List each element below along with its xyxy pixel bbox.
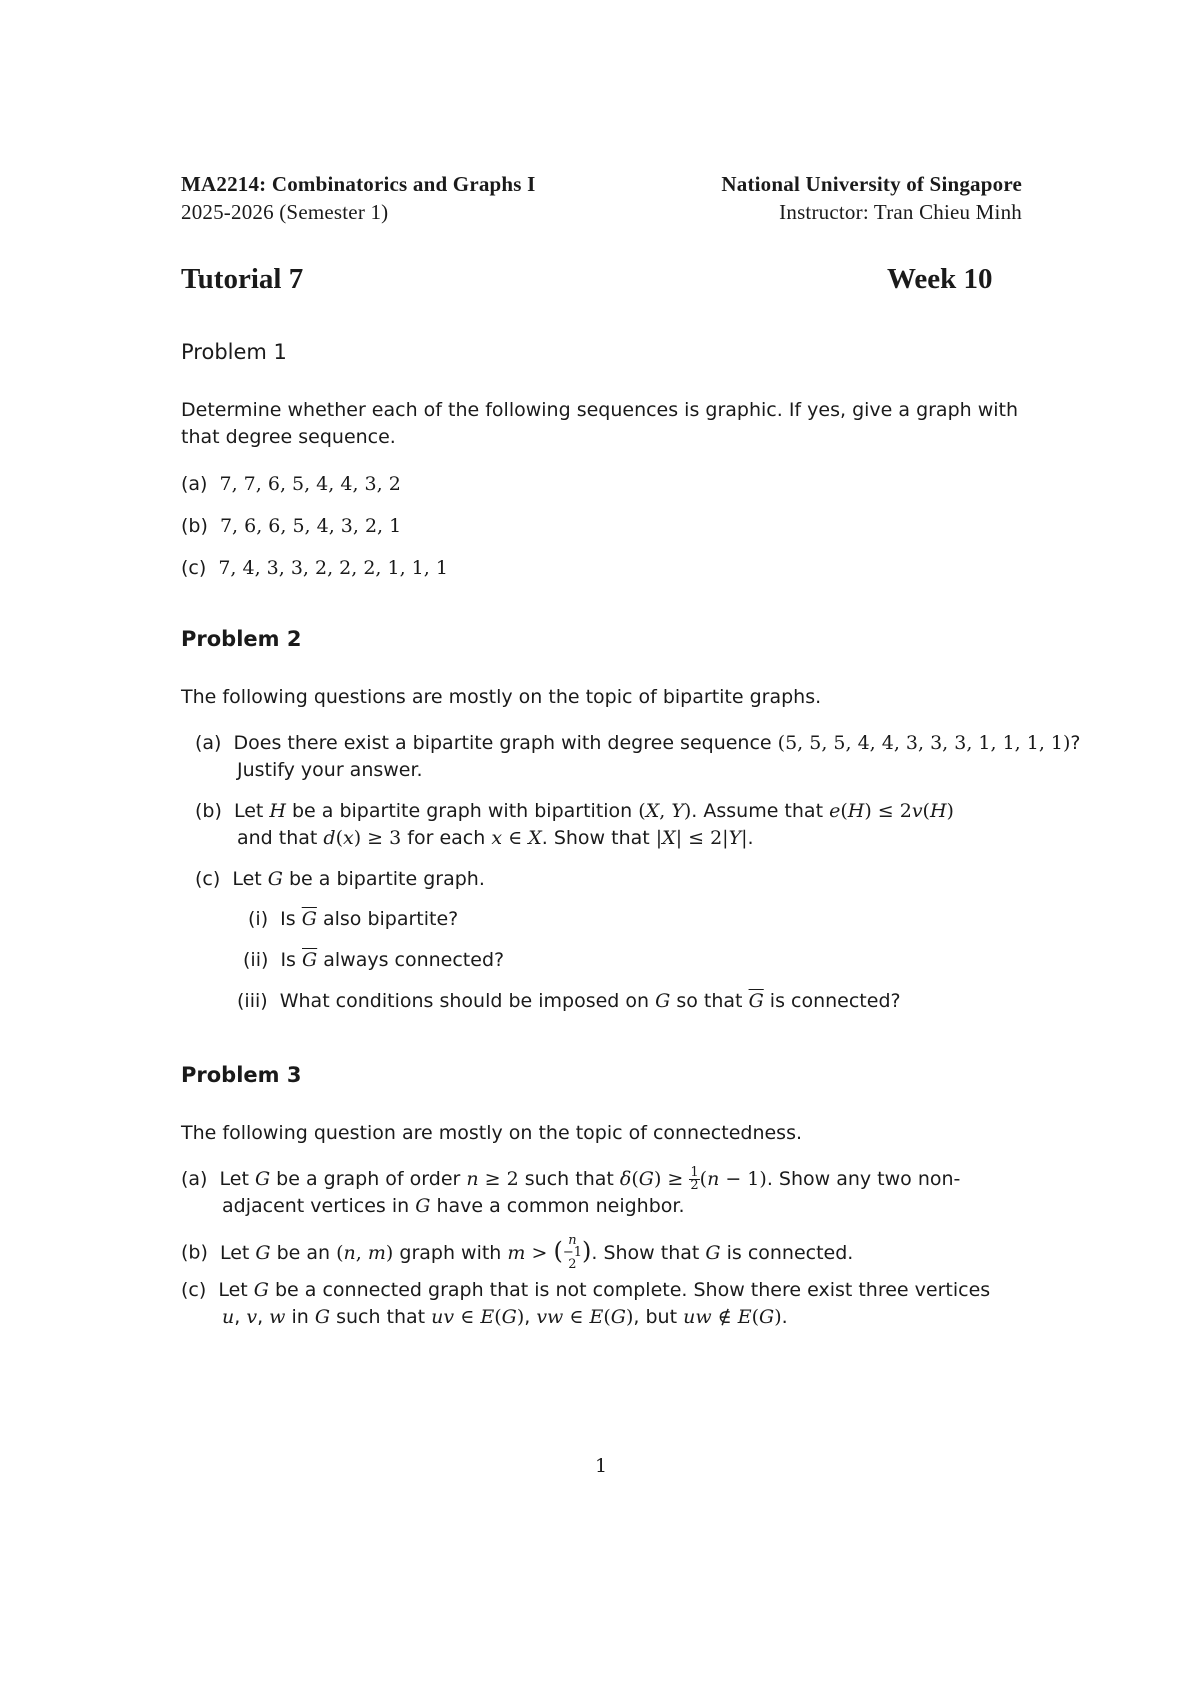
subitem-label: (i) <box>248 908 269 930</box>
instructor: Instructor: Tran Chieu Minh <box>779 200 1022 224</box>
degree-sequence: 7, 4, 3, 3, 2, 2, 2, 1, 1, 1 <box>218 557 448 579</box>
item-label: (c) <box>195 868 221 890</box>
problem-1-item-a <box>181 471 401 498</box>
degree-sequence: 7, 7, 6, 5, 4, 4, 3, 2 <box>219 473 401 495</box>
subitem-label: (iii) <box>237 990 268 1012</box>
problem-2-subitem-iii: (iii) What conditions should be imposed on G so that $\overline{G}$ is connected? <box>237 990 901 1012</box>
problem-3-item-c-line1: (c) Let G be a connected graph that is not complete. Show there exist three vertices <box>181 1279 991 1301</box>
problem-3-item-a-line1: (a) Let G be a graph of order n ≥ 2 such that δ(G) ≥ $\frac{1}{2}$ (n − 1). Show any two non- <box>181 1165 961 1193</box>
problem-1-heading: Problem 1 <box>181 340 287 364</box>
item-text: be a bipartite graph. <box>289 868 485 890</box>
problem-3-intro: The following question are mostly on the topic of connectedness. <box>181 1122 803 1144</box>
problem-3-item-b: (b) Let G be an (n, m) graph with m > ( n −1 2 ). Show that G is connected. <box>181 1233 854 1272</box>
item-label: (a) <box>181 473 208 495</box>
item-label: (a) <box>181 1168 208 1190</box>
item-label: (b) <box>195 800 222 822</box>
problem-3-item-c-line2: u, v, w in G such that uv ∈ E(G), vw ∈ E(G), but uw ∉ E(G). <box>222 1306 788 1328</box>
problem-3-item-a-line2: adjacent vertices in G have a common neighbor. <box>222 1195 685 1217</box>
course-title: MA2214: Combinatorics and Graphs I <box>181 172 536 196</box>
tutorial-title: Tutorial 7 <box>181 263 304 295</box>
degree-sequence: 7, 6, 6, 5, 4, 3, 2, 1 <box>219 515 402 537</box>
problem-2-item-a-line1 <box>195 730 1081 757</box>
problem-2-intro: The following questions are mostly on the topic of bipartite graphs. <box>181 686 822 708</box>
problem-2-subitem-ii: (ii) Is $\overline{G}$ always connected? <box>243 949 505 971</box>
problem-1-intro-line1: Determine whether each of the following sequences is graphic. If yes, give a graph with <box>181 399 1019 421</box>
problem-3-heading: Problem 3 <box>181 1063 302 1087</box>
university-name: National University of Singapore <box>721 172 1022 196</box>
semester: 2025-2026 (Semester 1) <box>181 200 389 224</box>
problem-1-item-b <box>181 513 401 540</box>
subitem-label: (ii) <box>243 949 269 971</box>
problem-2-heading: Problem 2 <box>181 627 302 651</box>
item-label: (c) <box>181 557 207 579</box>
problem-2-item-b-line1: (b) Let H be a bipartite graph with bipartition (X, Y). Assume that e(H) ≤ 2v(H) <box>195 800 954 822</box>
item-label: (b) <box>181 1241 208 1264</box>
page-number: 1 <box>595 1455 608 1477</box>
question-mark: ? <box>1070 732 1081 754</box>
item-text: Does there exist a bipartite graph with degree sequence <box>233 732 778 754</box>
item-label: (a) <box>195 732 222 754</box>
item-label: (c) <box>181 1279 207 1301</box>
problem-2-subitem-i: (i) Is $\overline{G}$ also bipartite? <box>248 908 459 930</box>
item-label: (b) <box>181 515 208 537</box>
week-label: Week 10 <box>887 263 993 295</box>
problem-1-item-c <box>181 555 448 582</box>
degree-sequence: (5, 5, 5, 4, 4, 3, 3, 3, 1, 1, 1, 1) <box>777 732 1071 754</box>
problem-1-intro-line2: that degree sequence. <box>181 426 396 448</box>
problem-2-item-a-line2: Justify your answer. <box>237 759 423 781</box>
problem-2-item-b-line2: and that d(x) ≥ 3 for each x ∈ X. Show that |X| ≤ 2|Y|. <box>237 827 754 849</box>
problem-2-item-c: (c) Let G be a bipartite graph. <box>195 868 485 890</box>
item-text: be a connected graph that is not complete. Show there exist three vertices <box>275 1279 991 1301</box>
